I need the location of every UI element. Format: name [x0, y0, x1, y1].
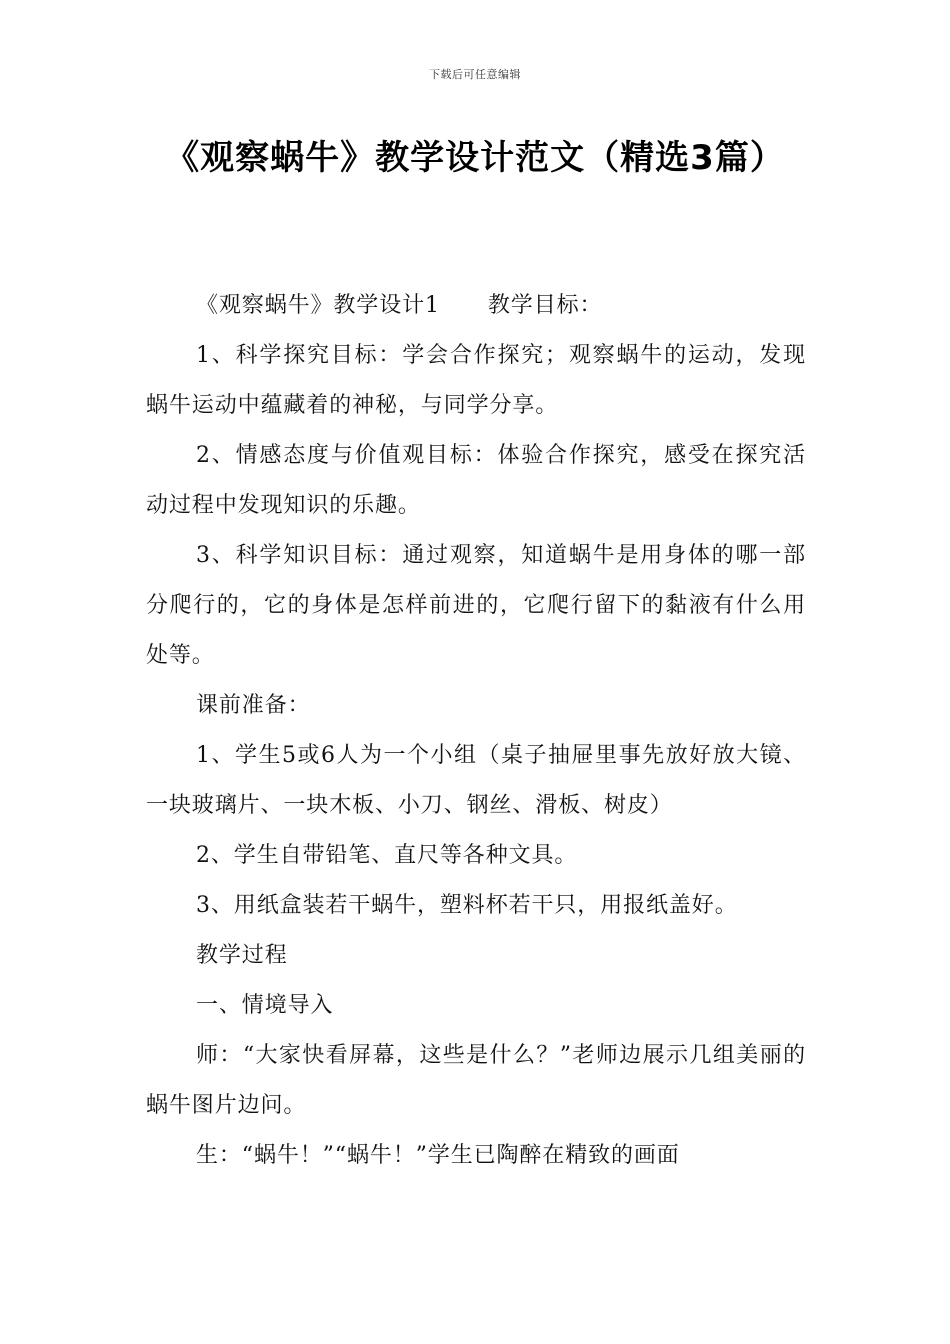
paragraph-process-heading: 教学过程	[196, 943, 288, 968]
paragraph-teacher-line: 师：“大家快看屏幕，这些是什么？”老师边展示几组美丽的蜗牛图片边问。	[146, 1043, 806, 1118]
paragraph-preparation-1: 1、学生5或6人为一个小组（桌子抽屉里事先放好放大镜、一块玻璃片、一块木板、小刀、钢丝、滑板、树皮）	[146, 743, 806, 818]
header-note: 下载后可任意编辑	[429, 68, 521, 81]
document-title: 《观察蜗牛》教学设计范文（精选3篇）	[165, 138, 785, 178]
design-number-label: 《观察蜗牛》教学设计1	[196, 293, 440, 318]
paragraph-goal-1: 1、科学探究目标：学会合作探究；观察蜗牛的运动，发现蜗牛运动中蕴藏着的神秘，与同学分享。	[146, 343, 806, 418]
paragraph-preparation-3: 3、用纸盒装若干蜗牛，塑料杯若干只，用报纸盖好。	[196, 893, 738, 918]
document-body	[146, 281, 806, 1181]
paragraph-goal-2: 2、情感态度与价值观目标：体验合作探究，感受在探究活动过程中发现知识的乐趣。	[146, 443, 806, 518]
paragraph-design-heading	[146, 281, 806, 331]
paragraph-goal-3: 3、科学知识目标：通过观察，知道蜗牛是用身体的哪一部分爬行的，它的身体是怎样前进的，它爬行留下的黏液有什么用处等。	[146, 543, 806, 668]
teaching-goals-label: 教学目标：	[487, 293, 603, 318]
paragraph-section-1-heading: 一、情境导入	[196, 993, 334, 1018]
paragraph-preparation-heading: 课前准备：	[196, 693, 311, 718]
paragraph-preparation-2: 2、学生自带铅笔、直尺等各种文具。	[196, 843, 578, 868]
paragraph-student-line: 生：“蜗牛！”“蜗牛！”学生已陶醉在精致的画面	[196, 1143, 680, 1168]
